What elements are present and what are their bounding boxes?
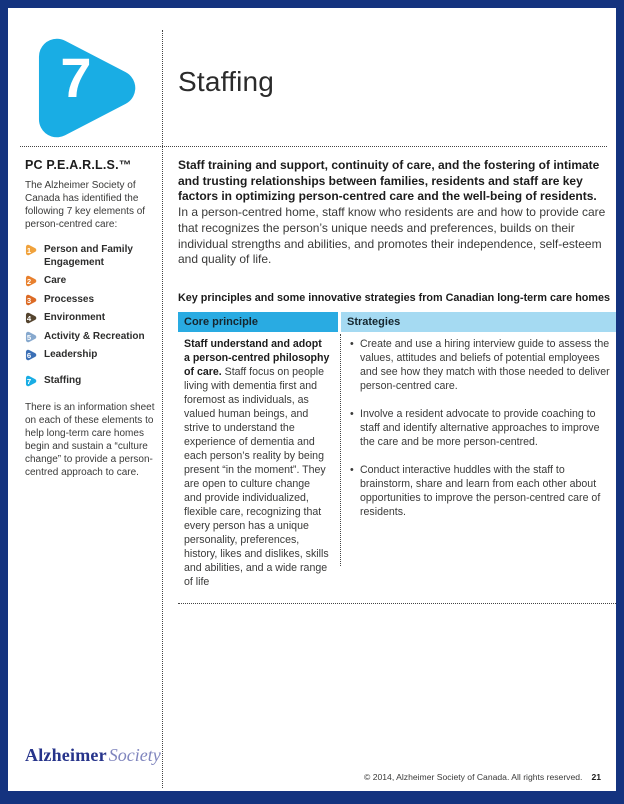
core-principle-header: Core principle — [178, 312, 338, 332]
intro-bold-text: Staff training and support, continuity of care, and the fostering of intimate and trusting relationships between families, residents and staff are key factors in optimizing person-centred care and the well-being of residents. — [178, 158, 600, 204]
strategy-bullet-item — [348, 338, 614, 394]
numbered-triangle-icon — [25, 375, 37, 387]
intro-paragraph — [178, 158, 610, 268]
pearl-item-label: Activity & Recreation — [44, 330, 145, 342]
bullet-icon: • — [350, 463, 354, 476]
sidebar-heading: PC P.E.A.R.L.S.™ — [25, 158, 132, 172]
pearl-item-label: Person and Family Engagement — [44, 244, 133, 268]
pearl-item-label: Environment — [44, 312, 106, 323]
svg-text:1: 1 — [26, 246, 32, 256]
principle-regular-text: Staff focus on people living with dementia first and foremost as individuals, as valued human beings, and strive to understand the experience of dementia and each person’s reality by being present “in the moment”. They are open to culture change and provide individualized, flexible care, recognizing that every person has a unique personality, preferences, history, likes and dislikes, skills and abilities, and a wide range of life — [184, 365, 329, 588]
bullet-icon: • — [350, 407, 354, 420]
logo-wordmark-society: Society — [108, 745, 161, 765]
svg-text:6: 6 — [26, 351, 32, 361]
numbered-triangle-icon — [25, 312, 37, 324]
sidebar-intro: The Alzheimer Society of Canada has identified the following 7 key elements of person-centred care: — [25, 180, 146, 230]
table-body-row — [178, 332, 616, 597]
svg-text:3: 3 — [26, 295, 32, 305]
page-sheet — [8, 8, 616, 791]
alzheimer-society-logo — [25, 745, 161, 766]
numbered-triangle-icon — [25, 244, 37, 256]
pearl-item-label: Care — [44, 275, 67, 286]
strategy-text: Create and use a hiring interview guide to assess the values, attitudes and beliefs of potential employees and see how they match with those needed to deliver person-centred care. — [360, 338, 610, 392]
table-bottom-dotted-divider — [178, 603, 616, 604]
sidebar-note: There is an information sheet on each of these elements to help long-term care homes begin and sustain a “culture change” to provide a person-centred approach to care. — [25, 402, 155, 478]
strategies-cell — [344, 332, 616, 597]
sidebar — [25, 158, 157, 479]
page-number: 21 — [591, 772, 601, 782]
horizontal-dotted-divider — [20, 146, 607, 147]
core-principle-cell — [178, 332, 338, 597]
pearls-list — [25, 244, 157, 387]
copyright-text: © 2014, Alzheimer Society of Canada. All rights reserved. — [364, 772, 583, 782]
strategy-bullet-item — [348, 408, 614, 450]
principle-bold-text: Staff understand and adopt a person-centred philosophy of care. — [184, 338, 330, 378]
numbered-triangle-icon — [25, 294, 37, 306]
pearl-item-staffing — [25, 375, 157, 388]
numbered-triangle-icon — [25, 331, 37, 343]
pearl-item-label: Staffing — [44, 374, 82, 386]
main-content — [178, 158, 616, 604]
pearl-item-care — [25, 275, 157, 288]
pearl-item-label: Leadership — [44, 349, 98, 360]
pearl-item-activity-recreation — [25, 331, 157, 344]
vertical-dotted-divider — [162, 30, 163, 788]
chapter-number-icon — [30, 32, 142, 138]
pearl-item-leadership — [25, 349, 157, 362]
table-header-row — [178, 312, 616, 332]
footer-copyright — [364, 772, 601, 782]
svg-text:2: 2 — [26, 277, 32, 287]
logo-wordmark-alzheimer: Alzheimer — [25, 745, 107, 765]
bullet-icon: • — [350, 338, 354, 351]
svg-text:4: 4 — [26, 314, 32, 324]
pearl-item-environment — [25, 312, 157, 325]
svg-text:5: 5 — [26, 332, 32, 342]
strategy-bullet-item — [348, 464, 614, 520]
table-heading: Key principles and some innovative strategies from Canadian long-term care homes — [178, 292, 611, 305]
pearl-item-person-and-family-engagement — [25, 244, 157, 269]
intro-regular-text: In a person-centred home, staff know who residents are and how to provide care that recognizes the person’s unique needs and preferences, builds on their individual strengths and abilities, and promotes their independence, self-esteem and quality of life. — [178, 205, 606, 267]
numbered-triangle-icon — [25, 349, 37, 361]
strategies-header: Strategies — [341, 312, 616, 332]
strategy-text: Involve a resident advocate to provide coaching to staff and identify alternative approaches to improve the care and be more person-centred. — [360, 407, 600, 448]
pearl-item-label: Processes — [44, 293, 95, 305]
numbered-triangle-icon — [25, 275, 37, 287]
strategy-text: Conduct interactive huddles with the staff to brainstorm, share and learn from each other about opportunities to improve the person-centred care of residents. — [360, 463, 601, 518]
svg-text:7: 7 — [26, 376, 32, 386]
principles-table — [178, 312, 616, 604]
page-title: Staffing — [178, 66, 275, 97]
column-dotted-divider — [340, 334, 341, 566]
chapter-number: 7 — [60, 46, 92, 109]
pearl-item-processes — [25, 294, 157, 307]
